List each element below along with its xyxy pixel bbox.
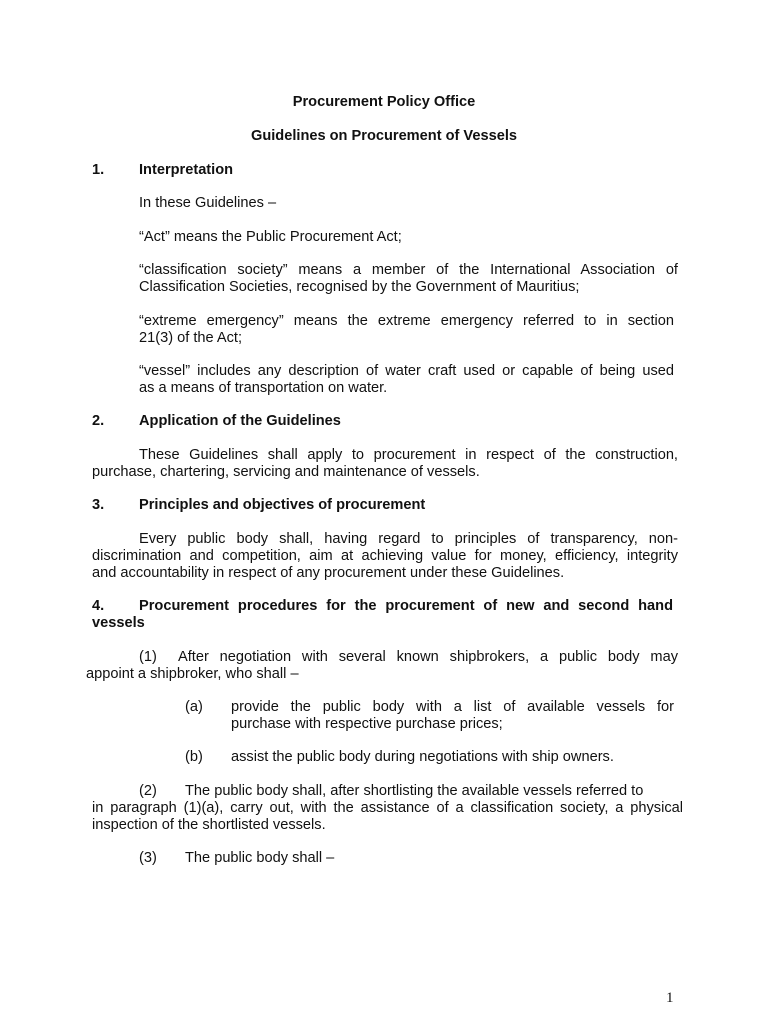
- definition-classification-society-line2: Classification Societies, recognised by the Government of Mauritius;: [139, 279, 580, 295]
- interpretation-intro: In these Guidelines –: [139, 195, 277, 211]
- section-4-heading-line1: Procurement procedures for the procurement of new and second hand: [139, 598, 673, 614]
- paragraph-2-number: (2): [139, 783, 157, 799]
- section-3-heading: Principles and objectives of procurement: [139, 497, 426, 513]
- paragraph-3-line1: The public body shall –: [185, 850, 335, 866]
- section-2-text-line1: These Guidelines shall apply to procurement in respect of the construction,: [139, 447, 678, 463]
- section-3-text-line2: discrimination and competition, aim at achieving value for money, efficiency, integrity: [92, 548, 678, 564]
- section-4-heading-line2: vessels: [92, 615, 145, 631]
- section-3-text-line1: Every public body shall, having regard to principles of transparency, non-: [139, 531, 678, 547]
- item-b-label: (b): [185, 749, 203, 765]
- definition-extreme-emergency-line1: “extreme emergency” means the extreme emergency referred to in section: [139, 313, 674, 329]
- paragraph-2-line3: inspection of the shortlisted vessels.: [92, 817, 326, 833]
- paragraph-2-line2: in paragraph (1)(a), carry out, with the assistance of a classification society, a physical: [92, 800, 683, 816]
- section-4-number: 4.: [92, 598, 105, 614]
- page-title: Guidelines on Procurement of Vessels: [250, 128, 517, 144]
- section-3-number: 3.: [92, 497, 105, 513]
- item-a-label: (a): [185, 699, 203, 715]
- item-a-line2: purchase with respective purchase prices;: [231, 716, 503, 732]
- definition-vessel-line1: “vessel” includes any description of water craft used or capable of being used: [139, 363, 674, 379]
- definition-act: “Act” means the Public Procurement Act;: [139, 229, 402, 245]
- item-a-line1: provide the public body with a list of available vessels for: [231, 699, 674, 715]
- paragraph-3-number: (3): [139, 850, 157, 866]
- definition-classification-society-line1: “classification society” means a member of the International Association of: [139, 262, 678, 278]
- page-number: 1: [666, 990, 674, 1006]
- paragraph-2-line1: The public body shall, after shortlisting the available vessels referred to: [185, 783, 644, 799]
- paragraph-1-line1: After negotiation with several known shipbrokers, a public body may: [178, 649, 678, 665]
- definition-vessel-line2: as a means of transportation on water.: [139, 380, 388, 396]
- definition-extreme-emergency-line2: 21(3) of the Act;: [139, 330, 243, 346]
- section-3-text-line3: and accountability in respect of any procurement under these Guidelines.: [92, 565, 565, 581]
- section-1-number: 1.: [92, 162, 105, 178]
- paragraph-1-number: (1): [139, 649, 157, 665]
- section-2-text-line2: purchase, chartering, servicing and maintenance of vessels.: [92, 464, 480, 480]
- paragraph-1-line2: appoint a shipbroker, who shall –: [86, 666, 299, 682]
- section-2-heading: Application of the Guidelines: [139, 413, 341, 429]
- section-1-heading: Interpretation: [139, 162, 234, 178]
- office-title: Procurement Policy Office: [292, 94, 476, 110]
- section-2-number: 2.: [92, 413, 105, 429]
- item-b-line1: assist the public body during negotiations with ship owners.: [231, 749, 614, 765]
